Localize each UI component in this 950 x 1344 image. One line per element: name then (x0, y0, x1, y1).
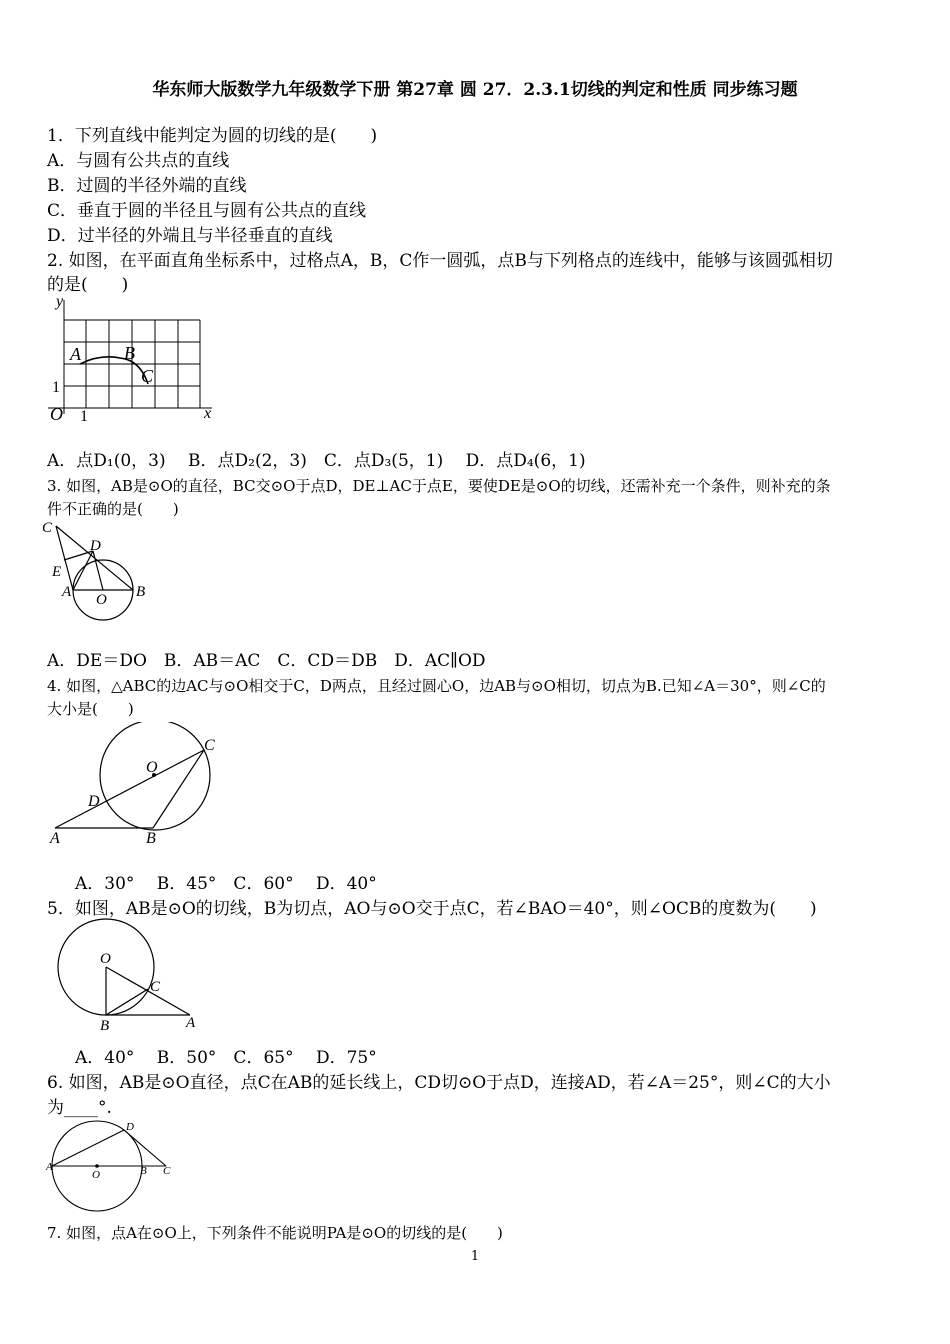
q1-option-a: A．与圆有公共点的直线 (47, 151, 230, 171)
q3-label-o: O (96, 592, 107, 608)
q3-stem-line2: 件不正确的是( ) (47, 500, 179, 518)
q3-options: A．DE＝DO B．AB＝AC C．CD＝DB D．AC∥OD (47, 651, 486, 671)
q5-label-a: A (186, 1015, 196, 1031)
q2-label-one-x: 1 (80, 408, 88, 425)
q4-label-o: O (146, 759, 158, 776)
q2-options: A．点D₁(0，3) B．点D₂(2，3) C．点D₃(5，1) D．点D₄(6，1) (47, 451, 586, 471)
q6-center-dot (95, 1164, 99, 1168)
q4-label-a: A (50, 830, 60, 847)
q5-label-o: O (100, 951, 111, 967)
q5-label-b: B (100, 1018, 110, 1034)
q5-label-c: C (150, 979, 161, 995)
q3-label-c: C (42, 520, 53, 536)
q6-label-b: B (140, 1165, 147, 1177)
q2-label-b: B (124, 343, 135, 363)
q2-label-a: A (70, 344, 81, 364)
q3-label-e: E (52, 564, 62, 580)
q4-label-d: D (88, 793, 100, 810)
q6-label-c: C (163, 1165, 171, 1177)
q4-stem-line1: 4. 如图，△ABC的边AC与⊙O相交于C，D两点，且经过圆心O，边AB与⊙O相切，切点为B.已知∠A＝30°，则∠C的 (47, 677, 826, 695)
q6-stem-line2: 为____°. (47, 1098, 112, 1118)
q1-stem: 1．下列直线中能判定为圆的切线的是( ) (47, 126, 378, 146)
q2-grid-figure (40, 292, 230, 432)
q2-stem-line1: 2. 如图，在平面直角坐标系中，过格点A，B，C作一圆弧，点B与下列格点的连线中，能够与该圆弧相切 (47, 251, 833, 271)
q2-label-y: y (56, 293, 64, 310)
q3-label-d: D (90, 538, 101, 554)
q4-triangle-figure (40, 722, 240, 852)
q3-label-a: A (62, 584, 72, 600)
q5-circle-figure (50, 915, 210, 1035)
q1-option-d: D．过半径的外端且与半径垂直的直线 (47, 226, 333, 246)
q5-options: A．40° B．50° C．65° D．75° (75, 1048, 377, 1068)
q6-label-a: A (46, 1161, 53, 1173)
page-title: 华东师大版数学九年级数学下册 第27章 圆 27．2.3.1切线的判定和性质 同步练习题 (152, 80, 798, 100)
q3-stem-line1: 3. 如图，AB是⊙O的直径，BC交⊙O于点D，DE⊥AC于点E，要使DE是⊙O的切线，还需补充一个条件，则补充的条 (47, 477, 831, 495)
q6-label-o: O (92, 1169, 100, 1181)
q3-circle-figure (40, 518, 160, 628)
q2-label-x: x (204, 405, 212, 422)
q6-label-d: D (126, 1121, 134, 1133)
q2-stem-line2: 的是( ) (47, 275, 129, 295)
q3-label-b: B (136, 584, 146, 600)
q4-stem-line2: 大小是( ) (47, 700, 134, 718)
q2-label-origin: O (50, 404, 63, 424)
q4-label-b: B (146, 830, 156, 847)
q2-label-c: C (141, 366, 154, 386)
q6-stem-line1: 6. 如图，AB是⊙O直径，点C在AB的延长线上，CD切⊙O于点D，连接AD，若∠A＝25°，则∠C的大小 (47, 1073, 831, 1093)
q6-circle-figure (42, 1118, 182, 1218)
q5-stem: 5．如图，AB是⊙O的切线，B为切点，AO与⊙O交于点C，若∠BAO＝40°，则∠OCB的度数为( ) (47, 899, 817, 919)
q2-label-one-y: 1 (52, 379, 60, 396)
q4-options: A．30° B．45° C．60° D．40° (75, 874, 377, 894)
q7-stem: 7. 如图，点A在⊙O上，下列条件不能说明PA是⊙O的切线的是( ) (47, 1224, 503, 1242)
q1-option-b: B．过圆的半径外端的直线 (47, 176, 247, 196)
q1-option-c: C．垂直于圆的半径且与圆有公共点的直线 (47, 201, 367, 221)
q4-label-c: C (204, 737, 215, 754)
page-number: 1 (470, 1249, 480, 1264)
